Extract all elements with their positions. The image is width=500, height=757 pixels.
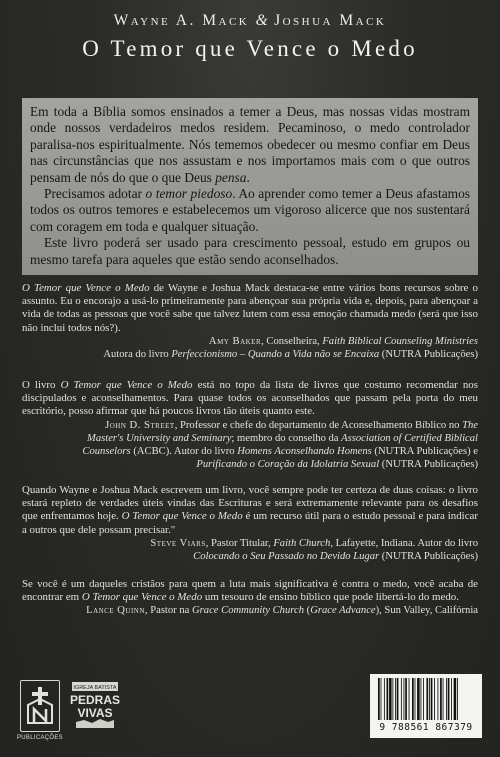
endorser-role: , Lafayette, Indiana. Autor do livro (330, 537, 478, 549)
endorser-name: Steve Viars (150, 537, 206, 549)
barcode-bar (412, 678, 414, 720)
endorser-signature (22, 604, 478, 617)
publisher-label: PUBLICAÇÕES (17, 735, 63, 741)
pedras-vivas-logo (70, 682, 120, 732)
barcode-bar (389, 678, 392, 720)
blurb-text: Precisamos adotar (44, 186, 146, 202)
blurb-text: . (246, 169, 250, 185)
endorser-org: Faith Church (273, 537, 331, 549)
endorser-signature (22, 419, 478, 471)
pedras-name-2: VIVAS (77, 706, 113, 720)
endorsement-amy-baker (22, 282, 478, 361)
barcode-bar (446, 678, 447, 720)
publisher-logos (17, 680, 130, 741)
barcode-bar (395, 678, 396, 720)
nutra-logo (17, 680, 63, 741)
endorsement-text (22, 282, 478, 335)
credential-book: Purificando o Coração da Idolatria Sexual (196, 458, 380, 470)
endorsement-text (22, 379, 478, 419)
quote-text: de Wayne e Joshua Mack destaca-se entre vários bons recursos sobre o assunto. Eu o encorajo a usá-lo primeiramente para abençoar sua própria vida e, depois, para abençoar a vida de todas as pessoas que você sabe que talvez lutem com essa emoção chamada medo (será que isso não inclui todos nós?). (22, 282, 478, 334)
pedras-vivas-mark-icon (70, 682, 120, 732)
endorser-org: Grace Community Church (192, 605, 305, 617)
blurb-paragraph-3: Este livro poderá ser usado para crescimento pessoal, estudo em grupos ou mesmo tarefa para aqueles que estão sendo aconselhados. (30, 235, 470, 267)
barcode-bar (378, 678, 380, 720)
endorser-role: (ACBC). Autor do livro (130, 445, 238, 457)
credential-book: Homens Aconselhando Homens (237, 445, 372, 457)
book-reference: O Temor que Vence o Medo (22, 282, 150, 294)
endorser-signature (22, 537, 478, 563)
credential-text: Autora do livro (103, 348, 172, 360)
barcode-bar (417, 678, 420, 720)
endorser-role: , Pastor na (144, 605, 192, 617)
book-title: O Temor que Vence o Medo (82, 36, 418, 61)
barcode-bar (384, 678, 385, 720)
quote-text: O livro (22, 379, 61, 391)
barcode-bar (415, 678, 416, 720)
barcode-bar (457, 678, 458, 720)
barcode-bar (426, 678, 428, 720)
endorser-name: Lance Quinn (86, 605, 145, 617)
endorser-role: ( (304, 605, 311, 617)
blurb-emphasis: pensa (215, 169, 247, 185)
credential-text: (NUTRA Publicações) (379, 348, 478, 360)
endorser-role: , Professor e chefe do departamento de Aconselhamento Bíblico no (174, 419, 463, 431)
barcode-bar (448, 678, 450, 720)
book-reference: O Temor que Vence o Medo (121, 510, 243, 523)
endorser-name: Amy Baker (208, 335, 262, 347)
barcode-bar (409, 678, 410, 720)
barcode-bar (451, 678, 452, 720)
barcode-bar (392, 678, 393, 720)
endorser-credential (22, 348, 478, 361)
endorsement-john-street (22, 379, 478, 471)
author-wayne: Wayne A. Mack (113, 12, 250, 29)
endorser-org: Association of Certified Biblical Counselors (82, 432, 478, 457)
author-joshua: Joshua Mack (274, 12, 387, 29)
isbn-number: 9 788561 867379 (379, 722, 473, 733)
barcode-bar (423, 678, 424, 720)
blurb-emphasis: o temor piedoso (145, 186, 233, 202)
barcode-bar (438, 678, 439, 720)
quote-text: um tesouro de ensino bíblico que pode libertá-lo do medo. (202, 591, 459, 604)
isbn-barcode (370, 674, 482, 738)
endorser-role: (NUTRA Publicações) (379, 550, 478, 562)
quote-text: Se você é um daqueles cristãos para quem a luta mais significativa é contra o medo, você acaba de encontrar em (22, 578, 478, 604)
barcode-bar (421, 678, 422, 720)
pedras-top-label: IGREJA BATISTA (73, 685, 117, 691)
book-reference: O Temor que Vence o Medo (60, 379, 193, 391)
ampersand: & (255, 12, 268, 29)
endorsement-lance-quinn (22, 578, 478, 617)
credential-book: Perfeccionismo – Quando a Vida não se Encaixa (171, 348, 380, 360)
quote-text: Quando Wayne e Joshua Mack escrevem um livro, você sempre pode ter certeza de duas coisas: o livro estará repleto de verdades úteis vindas das Escrituras e será extremamente relevante para os desafios que enfrentamos hoje. (22, 484, 478, 523)
blurb-box (22, 98, 478, 275)
barcode-bar (443, 678, 444, 720)
endorser-org: Grace Advance (310, 605, 376, 617)
quote-text: está no topo da lista de livros que costumo recomendar nos discipulados e aconselhamentos. Para quase todos os aconselhados que passam pela porta do meu escritório, posso afirmar que há poucos livros tão úteis quanto este. (22, 379, 478, 418)
endorser-role: , Pastor Titular, (205, 537, 274, 549)
barcode-bar (387, 678, 389, 720)
quote-text: é um recurso útil para o estudo pessoal e para indicar a outros que dele possam precisar." (22, 510, 478, 536)
blurb-text: Em toda a Bíblia somos ensinados a temer a Deus, mas nossas vidas mostram onde nossos verdadeiros medos residem. Pecaminoso, o medo controlador paralisa-nos espiritualmente. Nós tememos obedecer ou mesmo confiar em Deus nas circunstâncias que nos assustam e nos importamos mais com o que outros pensam de nós do que o que Deus (30, 104, 470, 185)
endorser-org: The Master's University and Seminary (87, 419, 478, 444)
nutra-mark-icon (21, 681, 59, 731)
endorser-signature (22, 335, 478, 348)
barcode-bar (381, 678, 382, 720)
barcode-bar (431, 678, 433, 720)
endorser-role: (NUTRA Publicações) (379, 458, 478, 470)
barcode-bar (429, 678, 430, 720)
blurb-paragraph-2 (30, 186, 470, 235)
endorser-role: (NUTRA Publicações) e (371, 445, 478, 457)
blurb-text: . Ao aprender como temer a Deus afastamos todos os outros temores e estabelecemos um vigoroso alicerce que nos sustentará com coragem em toda e qualquer situação. (30, 186, 470, 234)
endorser-role: , Conselheira, (261, 335, 323, 347)
barcode-bars-icon (376, 678, 476, 722)
endorser-name: John D. Street (105, 419, 175, 431)
barcode-bar (397, 678, 399, 720)
endorser-role: ), Sun Valley, Califórnia (375, 605, 478, 617)
endorsement-steve-viars (22, 484, 478, 563)
barcode-bar (440, 678, 442, 720)
pedras-name-1: PEDRAS (70, 693, 120, 707)
endorser-role: ; membro do conselho da (231, 432, 342, 444)
blurb-paragraph-1 (30, 104, 470, 186)
authors-line (0, 12, 500, 30)
book-reference: O Temor que Vence o Medo (81, 591, 203, 604)
barcode-bar (434, 678, 435, 720)
endorsement-text (22, 484, 478, 537)
barcode-bar (454, 678, 457, 720)
endorsement-text (22, 578, 478, 604)
barcode-bar (404, 678, 405, 720)
endorser-org: Faith Biblical Counseling Ministries (322, 335, 478, 347)
credential-book: Colocando o Seu Passado no Devido Lugar (193, 550, 380, 562)
barcode-bar (401, 678, 402, 720)
barcode-bar (405, 678, 407, 720)
